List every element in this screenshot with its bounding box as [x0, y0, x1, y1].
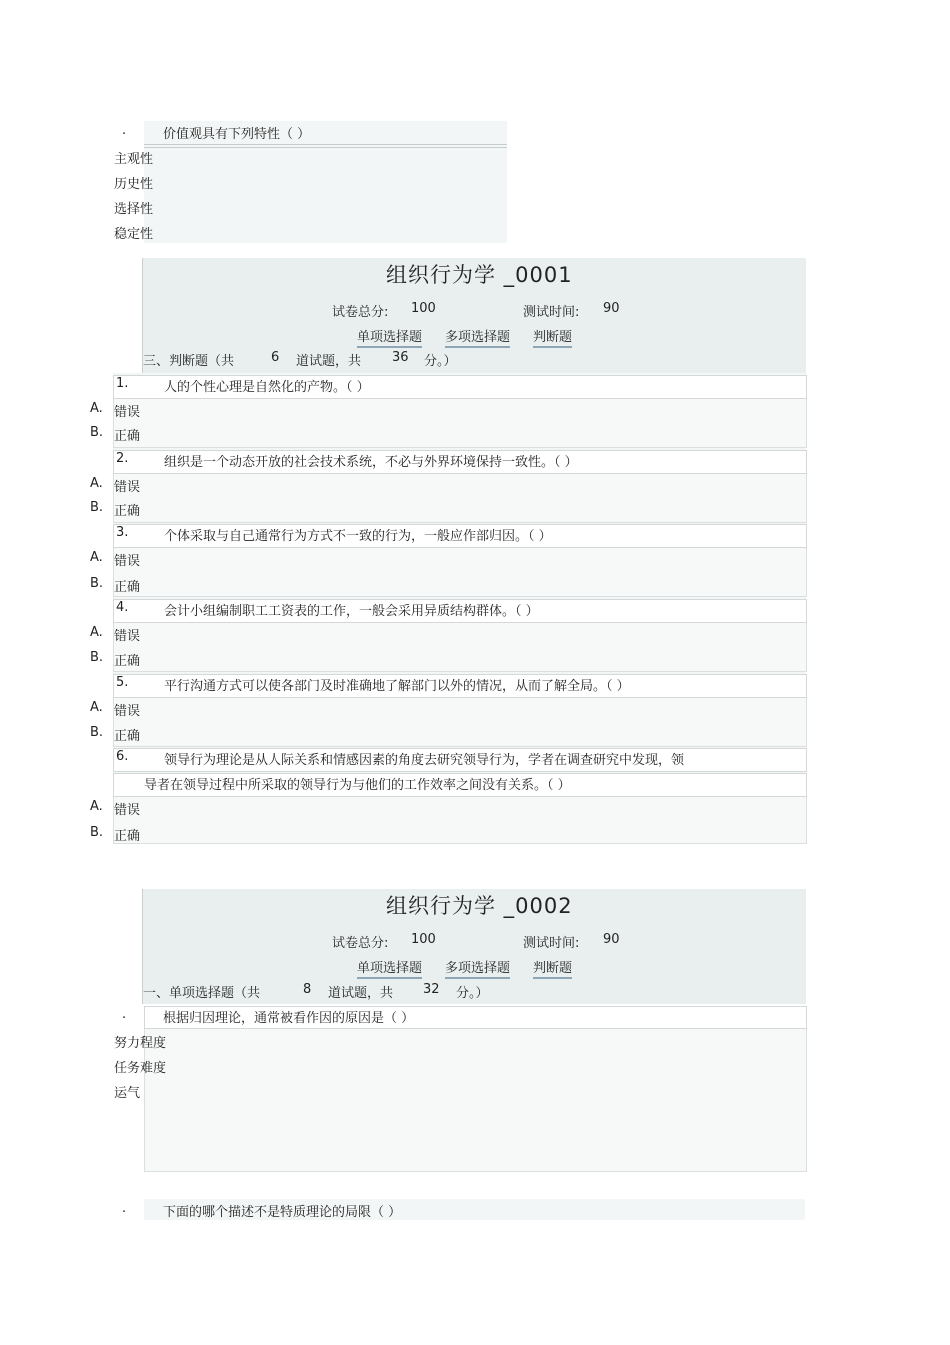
score-value: 100: [411, 301, 436, 316]
option-letter: A.: [90, 550, 103, 565]
option-label[interactable]: 努力程度: [114, 1036, 167, 1051]
option-letter: B.: [90, 650, 104, 665]
nav-single-choice-link[interactable]: 单项选择题: [357, 957, 422, 979]
question-text: 会计小组编制职工工资表的工作，一般会采用异质结构群体。（ ）: [164, 604, 539, 619]
option-true[interactable]: 正确: [114, 504, 141, 519]
score-value: 100: [411, 932, 436, 947]
option-true[interactable]: 正确: [114, 729, 141, 744]
question-number: 4.: [116, 600, 129, 615]
option-false[interactable]: 错误: [114, 803, 141, 818]
option-true[interactable]: 正确: [114, 829, 141, 844]
question-text: 平行沟通方式可以使各部门及时准确地了解部门以外的情况，从而了解全局。（ ）: [164, 679, 630, 694]
options-area: [144, 1029, 807, 1172]
option-letter: B.: [90, 576, 104, 591]
question-text-continued: 导者在领导过程中所采取的领导行为与他们的工作效率之间没有关系。（ ）: [144, 778, 571, 793]
option-label[interactable]: 运气: [114, 1086, 141, 1101]
question-text: 下面的哪个描述不是特质理论的局限（ ）: [163, 1205, 402, 1220]
nav-multiple-choice-link[interactable]: 多项选择题: [445, 326, 510, 348]
option-letter: A.: [90, 700, 103, 715]
question-text: 价值观具有下列特性（ ）: [163, 127, 311, 142]
question-marker: .: [122, 1007, 127, 1022]
option-false[interactable]: 错误: [114, 480, 141, 495]
option-letter: B.: [90, 725, 104, 740]
option-false[interactable]: 错误: [114, 704, 141, 719]
exam-title: 组织行为学 _0002: [386, 894, 573, 918]
option-letter: A.: [90, 799, 103, 814]
options-area: [113, 698, 807, 747]
option-false[interactable]: 错误: [114, 554, 141, 569]
question-text: 个体采取与自己通常行为方式不一致的行为，一般应作部归因。（ ）: [164, 529, 552, 544]
option-label[interactable]: 任务难度: [114, 1061, 167, 1076]
option-letter: B.: [90, 500, 104, 515]
option-false[interactable]: 错误: [114, 629, 141, 644]
options-area: [113, 797, 807, 844]
nav-true-false-link[interactable]: 判断题: [533, 326, 572, 348]
option-false[interactable]: 错误: [114, 405, 141, 420]
option-letter: B.: [90, 425, 104, 440]
question-number: 1.: [116, 376, 129, 391]
option-label[interactable]: 选择性: [114, 202, 154, 217]
option-letter: A.: [90, 476, 103, 491]
question-number: 5.: [116, 675, 129, 690]
options-area: [113, 399, 807, 448]
options-area: [113, 474, 807, 523]
question-number: 2.: [116, 451, 129, 466]
question-text: 领导行为理论是从人际关系和情感因素的角度去研究领导行为，学者在调查研究中发现，领: [164, 753, 685, 768]
score-label: 试卷总分:: [332, 936, 389, 951]
option-true[interactable]: 正确: [114, 429, 141, 444]
nav-true-false-link[interactable]: 判断题: [533, 957, 572, 979]
question-marker: .: [122, 123, 127, 138]
option-true[interactable]: 正确: [114, 654, 141, 669]
options-area: [113, 623, 807, 672]
exam-title: 组织行为学 _0001: [386, 263, 573, 287]
question-text: 组织是一个动态开放的社会技术系统，不必与外界环境保持一致性。（ ）: [164, 455, 578, 470]
options-area: [113, 548, 807, 597]
score-label: 试卷总分:: [332, 305, 389, 320]
nav-multiple-choice-link[interactable]: 多项选择题: [445, 957, 510, 979]
question-number: 6.: [116, 749, 129, 764]
question-number: 3.: [116, 525, 129, 540]
time-value: 90: [603, 932, 620, 947]
option-label[interactable]: 稳定性: [114, 227, 154, 242]
option-true[interactable]: 正确: [114, 580, 141, 595]
question-marker: .: [122, 1201, 127, 1216]
question-text: 根据归因理论，通常被看作因的原因是（ ）: [163, 1011, 415, 1026]
option-letter: A.: [90, 401, 103, 416]
option-label[interactable]: 主观性: [114, 152, 154, 167]
question-text: 人的个性心理是自然化的产物。（ ）: [164, 380, 370, 395]
time-label: 测试时间:: [523, 936, 580, 951]
time-label: 测试时间:: [523, 305, 580, 320]
nav-single-choice-link[interactable]: 单项选择题: [357, 326, 422, 348]
option-letter: B.: [90, 825, 104, 840]
time-value: 90: [603, 301, 620, 316]
option-label[interactable]: 历史性: [114, 177, 154, 192]
option-letter: A.: [90, 625, 103, 640]
